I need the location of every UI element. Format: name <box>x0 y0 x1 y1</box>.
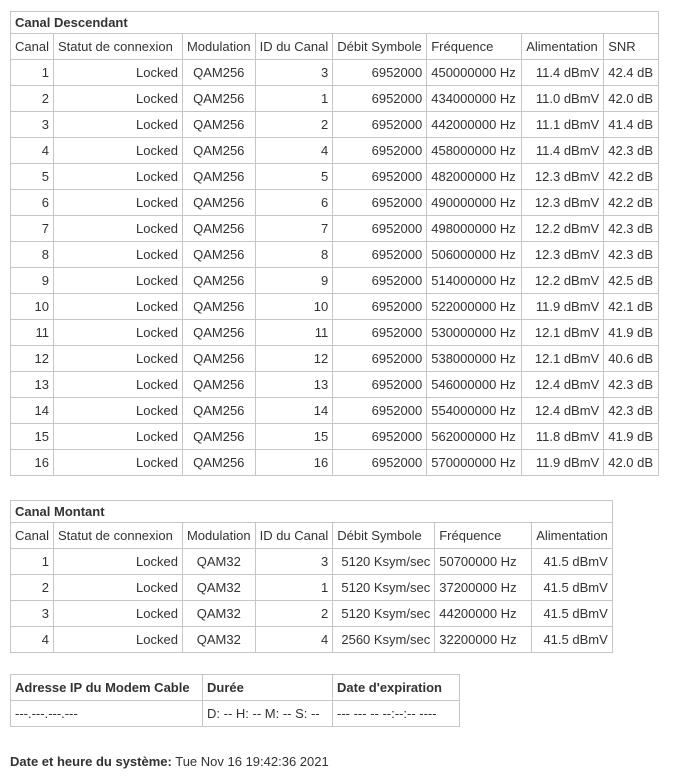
table-cell: 12 <box>11 346 54 372</box>
table-cell: 11.9 dBmV <box>522 450 604 476</box>
table-cell: 8 <box>255 242 333 268</box>
table-cell: 6952000 <box>333 216 427 242</box>
table-row <box>11 549 613 575</box>
table-cell: 41.9 dB <box>604 320 659 346</box>
table-cell: 4 <box>11 627 54 653</box>
table-cell: 2 <box>11 575 54 601</box>
column-header: Durée <box>203 675 333 701</box>
column-header: Canal <box>11 523 54 549</box>
table-cell: QAM256 <box>182 372 255 398</box>
table-cell: 11 <box>11 320 54 346</box>
table-cell: QAM256 <box>182 346 255 372</box>
table-cell: Locked <box>53 575 182 601</box>
upstream-channel-table <box>10 500 613 653</box>
table-cell: QAM256 <box>182 216 255 242</box>
column-header: Statut de connexion <box>53 523 182 549</box>
table-cell: QAM32 <box>182 627 255 653</box>
table-cell: Locked <box>53 346 182 372</box>
table-cell: QAM256 <box>182 450 255 476</box>
table-cell: Locked <box>53 398 182 424</box>
table-cell: ---.---.---.--- <box>11 701 203 727</box>
table-cell: 1 <box>11 549 54 575</box>
table-cell: 41.9 dB <box>604 424 659 450</box>
table-cell: 8 <box>11 242 54 268</box>
table-cell: QAM256 <box>182 60 255 86</box>
table-cell: 1 <box>255 575 333 601</box>
table-cell: 9 <box>11 268 54 294</box>
table-cell: Locked <box>53 372 182 398</box>
table-cell: 11.8 dBmV <box>522 424 604 450</box>
table-row <box>11 60 659 86</box>
table-cell: 6 <box>255 190 333 216</box>
table-cell: 15 <box>11 424 54 450</box>
table-cell: 12.3 dBmV <box>522 242 604 268</box>
table-cell: 498000000 Hz <box>427 216 522 242</box>
table-cell: 1 <box>11 60 54 86</box>
table-cell: 546000000 Hz <box>427 372 522 398</box>
table-cell: Locked <box>53 242 182 268</box>
table-cell: 5120 Ksym/sec <box>333 601 435 627</box>
table-cell: 11.0 dBmV <box>522 86 604 112</box>
table-cell: 4 <box>255 138 333 164</box>
table-cell: QAM256 <box>182 424 255 450</box>
table-cell: 13 <box>255 372 333 398</box>
table-cell: 522000000 Hz <box>427 294 522 320</box>
table-cell: Locked <box>53 112 182 138</box>
table-cell: 6952000 <box>333 294 427 320</box>
table-cell: 530000000 Hz <box>427 320 522 346</box>
table-cell: D: -- H: -- M: -- S: -- <box>203 701 333 727</box>
column-header: Fréquence <box>427 34 522 60</box>
table-cell: 3 <box>255 60 333 86</box>
table-cell: 11 <box>255 320 333 346</box>
table-cell: QAM256 <box>182 112 255 138</box>
table-cell: 442000000 Hz <box>427 112 522 138</box>
table-row <box>11 346 659 372</box>
column-header: Adresse IP du Modem Cable <box>11 675 203 701</box>
table-cell: 12.2 dBmV <box>522 216 604 242</box>
table-cell: 514000000 Hz <box>427 268 522 294</box>
table-cell: 506000000 Hz <box>427 242 522 268</box>
table-cell: 5 <box>255 164 333 190</box>
table-cell: 40.6 dB <box>604 346 659 372</box>
table-cell: QAM256 <box>182 242 255 268</box>
table-cell: 14 <box>11 398 54 424</box>
table-cell: 41.5 dBmV <box>532 627 613 653</box>
table-cell: QAM32 <box>182 601 255 627</box>
table-cell: 6952000 <box>333 424 427 450</box>
table-cell: 37200000 Hz <box>435 575 532 601</box>
table-cell: 42.3 dB <box>604 216 659 242</box>
table-cell: 42.3 dB <box>604 398 659 424</box>
column-header: SNR <box>604 34 659 60</box>
table-cell: 5 <box>11 164 54 190</box>
table-cell: 10 <box>255 294 333 320</box>
column-header: ID du Canal <box>255 34 333 60</box>
table-cell: 2 <box>11 86 54 112</box>
table-cell: QAM256 <box>182 268 255 294</box>
table-cell: 12.1 dBmV <box>522 320 604 346</box>
table-cell: 15 <box>255 424 333 450</box>
column-header: ID du Canal <box>255 523 333 549</box>
table-cell: 16 <box>255 450 333 476</box>
table-cell: 6952000 <box>333 372 427 398</box>
table-cell: 6952000 <box>333 242 427 268</box>
table-cell: Locked <box>53 294 182 320</box>
table-cell: 6952000 <box>333 346 427 372</box>
system-datetime-label: Date et heure du système: <box>10 754 172 769</box>
column-header: Alimentation <box>532 523 613 549</box>
table-cell: 12 <box>255 346 333 372</box>
table-cell: 7 <box>255 216 333 242</box>
table-cell: Locked <box>53 320 182 346</box>
table-cell: QAM256 <box>182 320 255 346</box>
table-cell: QAM256 <box>182 164 255 190</box>
table-cell: 42.4 dB <box>604 60 659 86</box>
table-cell: 6952000 <box>333 138 427 164</box>
table-cell: 6952000 <box>333 268 427 294</box>
table-cell: 11.1 dBmV <box>522 112 604 138</box>
table-cell: 41.5 dBmV <box>532 575 613 601</box>
table-cell: 2 <box>255 601 333 627</box>
system-datetime <box>10 754 670 769</box>
table-cell: QAM256 <box>182 190 255 216</box>
table-cell: Locked <box>53 424 182 450</box>
table-cell: Locked <box>53 268 182 294</box>
table-cell: 562000000 Hz <box>427 424 522 450</box>
table-row <box>11 627 613 653</box>
table-cell: 41.4 dB <box>604 112 659 138</box>
column-header: Modulation <box>182 523 255 549</box>
table-cell: 6952000 <box>333 190 427 216</box>
table-cell: 42.1 dB <box>604 294 659 320</box>
table-cell: 3 <box>255 549 333 575</box>
table-cell: Locked <box>53 549 182 575</box>
table-cell: 6 <box>11 190 54 216</box>
table-cell: 12.2 dBmV <box>522 268 604 294</box>
table-row <box>11 216 659 242</box>
table-row <box>11 112 659 138</box>
table-row <box>11 242 659 268</box>
table-cell: 5120 Ksym/sec <box>333 575 435 601</box>
table-cell: 12.4 dBmV <box>522 398 604 424</box>
table-cell: 6952000 <box>333 86 427 112</box>
table-cell: 458000000 Hz <box>427 138 522 164</box>
table-cell: QAM256 <box>182 138 255 164</box>
table-cell: 6952000 <box>333 112 427 138</box>
table-cell: 42.3 dB <box>604 242 659 268</box>
table-cell: QAM256 <box>182 398 255 424</box>
table-cell: 490000000 Hz <box>427 190 522 216</box>
table-cell: QAM256 <box>182 86 255 112</box>
table-cell: 482000000 Hz <box>427 164 522 190</box>
table-cell: 4 <box>11 138 54 164</box>
table-cell: 3 <box>11 601 54 627</box>
table-row <box>11 575 613 601</box>
table-cell: 2 <box>255 112 333 138</box>
table-cell: --- --- -- --:--:-- ---- <box>333 701 460 727</box>
table-cell: 4 <box>255 627 333 653</box>
table-cell: 434000000 Hz <box>427 86 522 112</box>
table-title-row <box>11 12 659 34</box>
table-title: Canal Montant <box>11 501 613 523</box>
table-cell: 12.3 dBmV <box>522 164 604 190</box>
table-row <box>11 398 659 424</box>
table-cell: 11.4 dBmV <box>522 138 604 164</box>
table-cell: 41.5 dBmV <box>532 549 613 575</box>
table-row <box>11 701 460 727</box>
table-cell: 3 <box>11 112 54 138</box>
table-row <box>11 294 659 320</box>
table-cell: 12.1 dBmV <box>522 346 604 372</box>
header-row <box>11 523 613 549</box>
table-cell: 554000000 Hz <box>427 398 522 424</box>
table-row <box>11 86 659 112</box>
column-header: Modulation <box>182 34 255 60</box>
column-header: Statut de connexion <box>53 34 182 60</box>
table-cell: 6952000 <box>333 398 427 424</box>
table-row <box>11 138 659 164</box>
table-cell: QAM256 <box>182 294 255 320</box>
table-cell: Locked <box>53 601 182 627</box>
system-datetime-value: Tue Nov 16 19:42:36 2021 <box>175 754 329 769</box>
table-cell: 41.5 dBmV <box>532 601 613 627</box>
table-row <box>11 450 659 476</box>
table-cell: Locked <box>53 627 182 653</box>
table-cell: 42.2 dB <box>604 190 659 216</box>
table-row <box>11 601 613 627</box>
table-cell: 42.3 dB <box>604 372 659 398</box>
column-header: Date d'expiration <box>333 675 460 701</box>
table-cell: 50700000 Hz <box>435 549 532 575</box>
table-cell: 13 <box>11 372 54 398</box>
table-cell: 12.4 dBmV <box>522 372 604 398</box>
table-cell: 10 <box>11 294 54 320</box>
table-row <box>11 268 659 294</box>
table-cell: 6952000 <box>333 320 427 346</box>
table-row <box>11 190 659 216</box>
downstream-channel-table <box>10 11 659 476</box>
table-row <box>11 372 659 398</box>
table-cell: Locked <box>53 86 182 112</box>
table-row <box>11 164 659 190</box>
header-row <box>11 34 659 60</box>
table-cell: 42.0 dB <box>604 450 659 476</box>
table-cell: 44200000 Hz <box>435 601 532 627</box>
table-cell: 570000000 Hz <box>427 450 522 476</box>
header-row <box>11 675 460 701</box>
table-cell: 5120 Ksym/sec <box>333 549 435 575</box>
table-cell: QAM32 <box>182 549 255 575</box>
table-cell: 2560 Ksym/sec <box>333 627 435 653</box>
table-cell: Locked <box>53 216 182 242</box>
table-cell: QAM32 <box>182 575 255 601</box>
table-cell: 42.3 dB <box>604 138 659 164</box>
table-cell: 450000000 Hz <box>427 60 522 86</box>
table-cell: Locked <box>53 164 182 190</box>
table-row <box>11 424 659 450</box>
table-cell: Locked <box>53 60 182 86</box>
table-cell: 7 <box>11 216 54 242</box>
table-cell: 11.9 dBmV <box>522 294 604 320</box>
table-cell: 42.2 dB <box>604 164 659 190</box>
table-cell: 32200000 Hz <box>435 627 532 653</box>
table-cell: 14 <box>255 398 333 424</box>
table-cell: 42.0 dB <box>604 86 659 112</box>
table-cell: 6952000 <box>333 164 427 190</box>
column-header: Débit Symbole <box>333 34 427 60</box>
column-header: Fréquence <box>435 523 532 549</box>
table-cell: 6952000 <box>333 450 427 476</box>
table-cell: 9 <box>255 268 333 294</box>
column-header: Alimentation <box>522 34 604 60</box>
table-cell: Locked <box>53 190 182 216</box>
table-title: Canal Descendant <box>11 12 659 34</box>
table-title-row <box>11 501 613 523</box>
table-cell: 6952000 <box>333 60 427 86</box>
table-row <box>11 320 659 346</box>
table-cell: 12.3 dBmV <box>522 190 604 216</box>
modem-ip-lease-table <box>10 674 460 727</box>
column-header: Débit Symbole <box>333 523 435 549</box>
table-cell: 42.5 dB <box>604 268 659 294</box>
table-cell: Locked <box>53 450 182 476</box>
table-cell: 16 <box>11 450 54 476</box>
column-header: Canal <box>11 34 54 60</box>
table-cell: Locked <box>53 138 182 164</box>
table-cell: 1 <box>255 86 333 112</box>
table-cell: 538000000 Hz <box>427 346 522 372</box>
table-cell: 11.4 dBmV <box>522 60 604 86</box>
